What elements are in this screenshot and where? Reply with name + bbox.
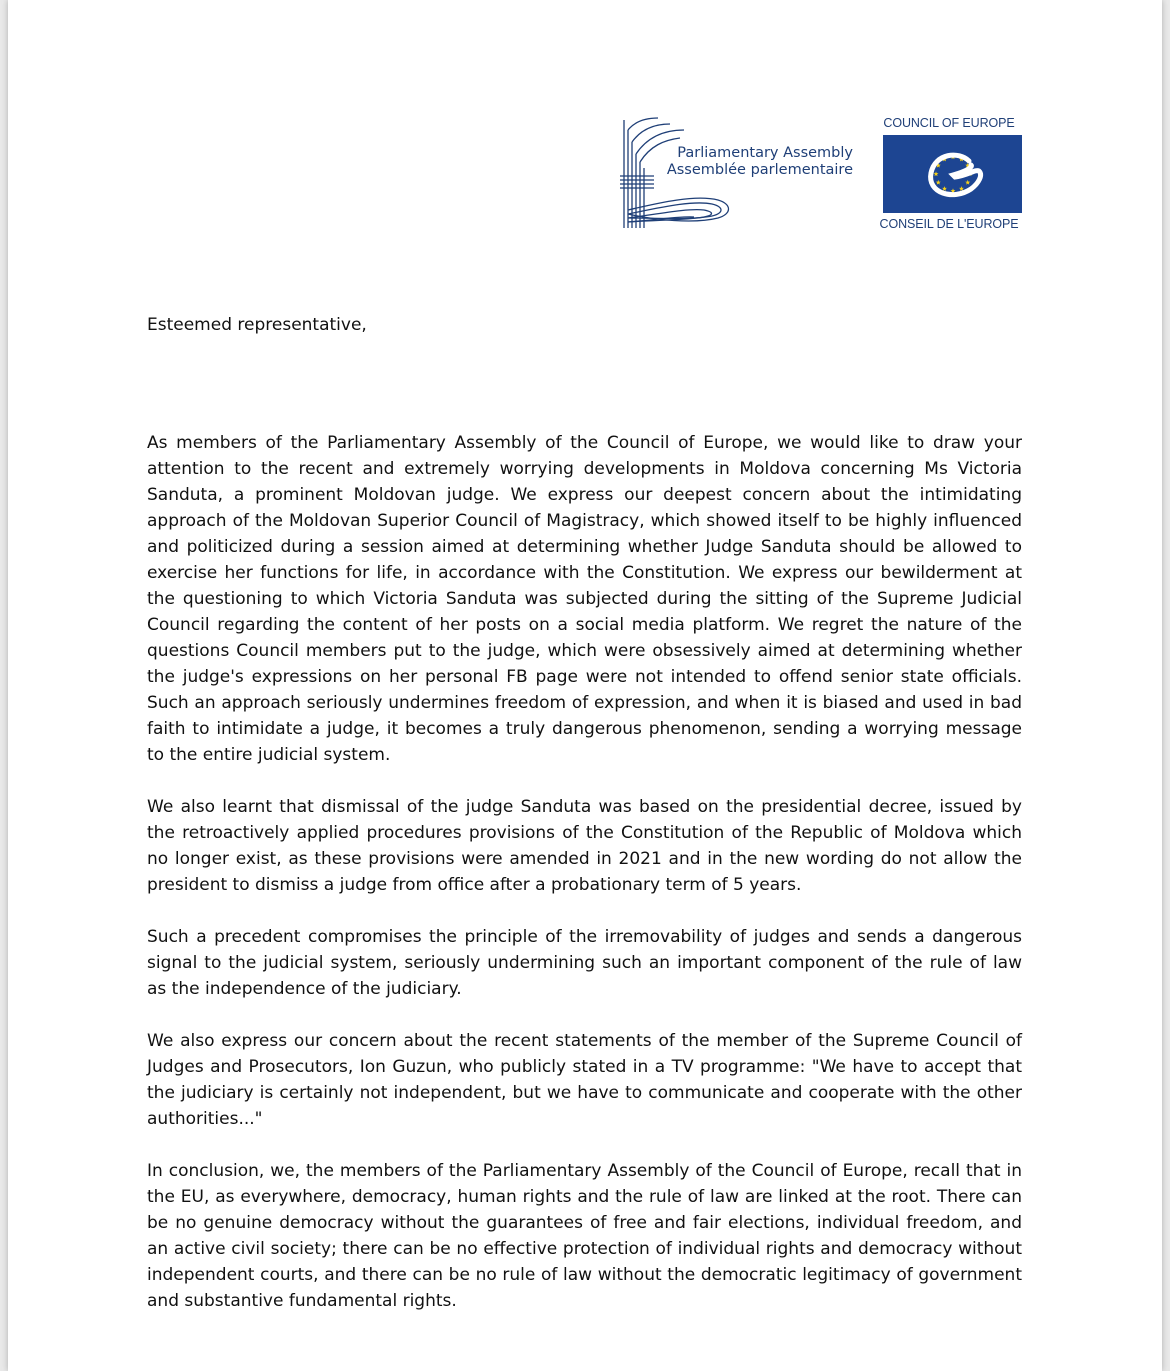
letter-paragraph-3: Such a precedent compromises the principle of the irremovability of judges and sends a dangerous signal to the judicial system, seriously undermining such an important component of the rule of law as the independence of the judiciary. xyxy=(147,927,1022,999)
pace-name-french: Assemblée parlementaire xyxy=(666,162,853,178)
pace-name xyxy=(663,145,853,179)
coe-flag-icon xyxy=(883,135,1022,213)
coe-name-english: COUNCIL OF EUROPE xyxy=(883,116,1015,130)
letter-paragraph-2: We also learnt that dismissal of the judge Sanduta was based on the presidential decree, issued by the retroactively applied procedures provisions of the Constitution of the Republic of Moldova which no longer exist, as these provisions were amended in 2021 and in the new wording do not allow the president to dismiss a judge from office after a probationary term of 5 years. xyxy=(147,797,1022,895)
pace-name-english: Parliamentary Assembly xyxy=(677,145,853,161)
document-page xyxy=(8,0,1162,1371)
letter-paragraph-5: In conclusion, we, the members of the Parliamentary Assembly of the Council of Europe, recall that in the EU, as everywhere, democracy, human rights and the rule of law are linked at the root. There can be no genuine democracy without the guarantees of free and fair elections, individual freedom, and an active civil society; there can be no effective protection of individual rights and democracy without independent courts, and there can be no rule of law without the democratic legitimacy of government and substantive fundamental rights. xyxy=(147,1161,1022,1311)
coe-logo xyxy=(874,114,1029,236)
letter-paragraph-1: As members of the Parliamentary Assembly of the Council of Europe, we would like to draw your attention to the recent and extremely worrying developments in Moldova concerning Ms Victoria Sanduta, a prominent Moldovan judge. We express our deepest concern about the intimidating approach of the Moldovan Superior Council of Magistracy, which showed itself to be highly influenced and politicized during a session aimed at determining whether Judge Sanduta should be allowed to exercise her functions for life, in accordance with the Constitution. We express our bewilderment at the questioning to which Victoria Sanduta was subjected during the sitting of the Supreme Judicial Council regarding the content of her posts on a social media platform. We regret the nature of the questions Council members put to the judge, which were obsessively aimed at determining whether the judge's expressions on her personal FB page were not intended to offend senior state officials. Such an approach seriously undermines freedom of expression, and when it is biased and used in bad faith to intimidate a judge, it becomes a truly dangerous phenomenon, sending a worrying message to the entire judicial system. xyxy=(147,433,1022,765)
letter-paragraph-4: We also express our concern about the recent statements of the member of the Supreme Council of Judges and Prosecutors, Ion Guzun, who publicly stated in a TV programme: "We have to accept that the judiciary is certainly not independent, but we have to communicate and cooperate with the other authorities..." xyxy=(147,1031,1022,1129)
letter-greeting: Esteemed representative, xyxy=(147,315,367,335)
letter-body xyxy=(147,312,1022,1340)
coe-name-french: CONSEIL DE L'EUROPE xyxy=(879,217,1019,231)
